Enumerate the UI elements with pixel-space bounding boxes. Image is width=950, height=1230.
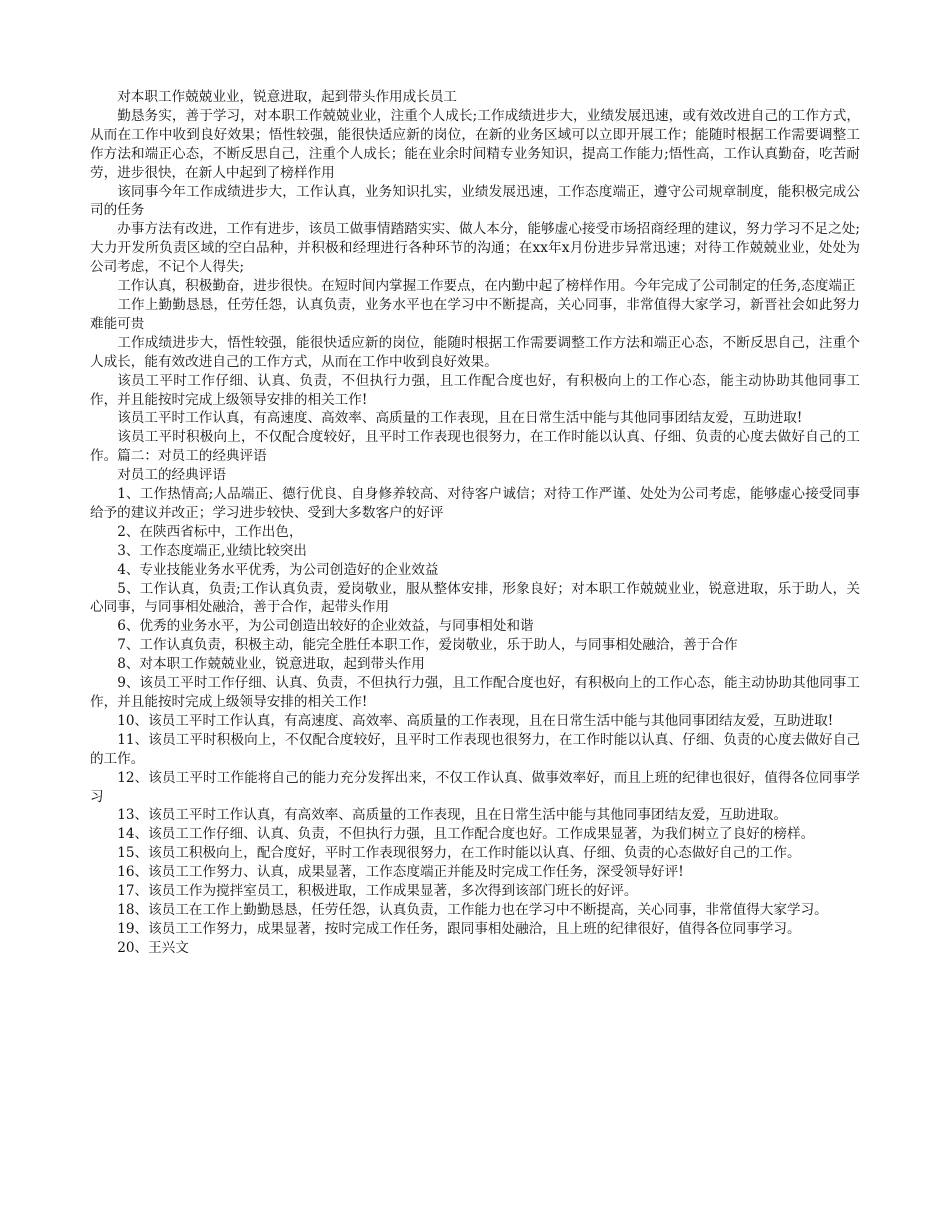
list-item: 14、该员工工作仔细、认真、负责，不但执行力强，且工作配合度也好。工作成果显著，为我们树立了良好的榜样。 — [117, 826, 815, 843]
list-item: 4、专业技能业务水平优秀，为公司创造好的企业效益 — [117, 561, 439, 578]
list-item: 9、该员工平时工作仔细、认真、负责，不但执行力强，且工作配合度也好，有积极向上的工作心态，能主动协助其他同事工作，并且能按时完成上级领导安排的相关工作! — [90, 675, 860, 710]
paragraph: 勤恳务实，善于学习，对本职工作兢兢业业，注重个人成长;工作成绩进步大，业绩发展迅速，或有效改进自己的工作方式，从而在工作中收到良好效果；悟性较强，能很快适应新的岗位，在新的业务区域可以立即开展工作；能随时根据工作需要调整工作方法和端正心态，不断反思自己，注重个人成长；能在业余时间精专业务知识，提高工作能力;悟性高，工作认真勤奋，吃苦耐劳，进步很快，在新人中起到了榜样作用 — [90, 107, 860, 181]
paragraph: 对本职工作兢兢业业，锐意进取，起到带头作用成长员工 — [117, 89, 458, 105]
list-item: 7、工作认真负责，积极主动，能完全胜任本职工作，爱岗敬业，乐于助人，与同事相处融洽，善于合作 — [117, 637, 738, 654]
list-item: 17、该员工作为搅拌室员工，积极进取，工作成果显著，多次得到该部门班长的好评。 — [117, 883, 638, 900]
paragraph: 工作上勤勤恳恳，任劳任怨，认真负责，业务水平也在学习中不断提高，关心同事，非常值得大家学习，新晋社会如此努力难能可贵 — [90, 296, 860, 332]
list-item: 19、该员工工作努力，成果显著，按时完成工作任务，跟同事相处融洽，且上班的纪律很好，值得各位同事学习。 — [117, 920, 801, 937]
list-item: 18、该员工在工作上勤勤恳恳，任劳任怨，认真负责，工作能力也在学习中不断提高，关心同事，非常值得大家学习。 — [117, 901, 828, 918]
paragraph: 工作认真，积极勤奋，进步很快。在短时间内掌握工作要点，在内勤中起了榜样作用。今年完成了公司制定的任务,态度端正 — [117, 278, 856, 295]
paragraph: 工作成绩进步大，悟性较强，能很快适应新的岗位，能随时根据工作需要调整工作方法和端正心态，不断反思自己，注重个人成长，能有效改进自己的工作方式，从而在工作中收到良好效果。 — [90, 334, 860, 370]
list-item: 20、王兴文 — [117, 939, 189, 956]
list-item: 5、工作认真，负责;工作认真负责，爱岗敬业，服从整体安排，形象良好；对本职工作兢兢业业，锐意进取，乐于助人，关心同事，与同事相处融洽，善于合作，起带头作用 — [90, 580, 860, 616]
list-item: 6、优秀的业务水平，为公司创造出较好的企业效益，与同事相处和谐 — [117, 618, 534, 635]
list-item: 1、工作热情高;人品端正、德行优良、自身修养较高、对待客户诚信；对待工作严谨、处处为公司考虑，能够虚心接受同事给予的建议并改正；学习进步较快、受到大多数客户的好评 — [90, 486, 860, 521]
list-item: 10、该员工平时工作认真，有高速度、高效率、高质量的工作表现，且在日常生活中能与其他同事团结友爱，互助进取! — [117, 712, 834, 729]
paragraph: 该员工平时工作仔细、认真、负责，不但执行力强，且工作配合度也好，有积极向上的工作心态，能主动协助其他同事工作，并且能按时完成上级领导安排的相关工作! — [90, 372, 860, 408]
list-item: 11、该员工平时积极向上，不仅配合度较好，且平时工作表现也很努力，在工作时能以认真、仔细、负责的心度去做好自己的工作。 — [90, 731, 860, 767]
paragraph: 该同事今年工作成绩进步大，工作认真，业务知识扎实，业绩发展迅速，工作态度端正，遵守公司规章制度，能积极完成公司的任务 — [90, 183, 860, 219]
paragraph: 办事方法有改进，工作有进步，该员工做事情踏踏实实、做人本分，能够虚心接受市场招商经理的建议，努力学习不足之处;大力开发所负责区域的空白品种，并积极和经理进行各种环节的沟通；在xx年x月份进步异常迅速；对待工作兢兢业业，处处为公司考虑，不记个人得失; — [90, 221, 860, 276]
list-item: 2、在陕西省标中，工作出色， — [117, 523, 303, 540]
list-item: 8、对本职工作兢兢业业，锐意进取，起到带头作用 — [117, 656, 425, 673]
list-item: 16、该员工工作努力、认真，成果显著，工作态度端正并能及时完成工作任务，深受领导好评! — [117, 864, 684, 881]
list-item: 12、该员工平时工作能将自己的能力充分发挥出来，不仅工作认真、做事效率好，而且上班的纪律也很好，值得各位同事学习 — [90, 769, 860, 805]
paragraph: 该员工平时工作认真，有高速度、高效率、高质量的工作表现，且在日常生活中能与其他同事团结友爱，互助进取! — [117, 410, 803, 427]
document-page — [90, 88, 860, 958]
section-heading: 对员工的经典评语 — [117, 467, 226, 484]
list-item: 13、该员工平时工作认真，有高效率、高质量的工作表现，且在日常生活中能与其他同事团结友爱，互助进取。 — [117, 807, 787, 824]
paragraph: 该员工平时积极向上，不仅配合度较好，且平时工作表现也很努力，在工作时能以认真、仔细、负责的心度去做好自己的工作。篇二：对员工的经典评语 — [90, 429, 860, 465]
list-item: 15、该员工积极向上，配合度好，平时工作表现很努力，在工作时能以认真、仔细、负责的心态做好自己的工作。 — [117, 845, 801, 862]
list-item: 3、工作态度端正,业绩比较突出 — [117, 542, 307, 559]
